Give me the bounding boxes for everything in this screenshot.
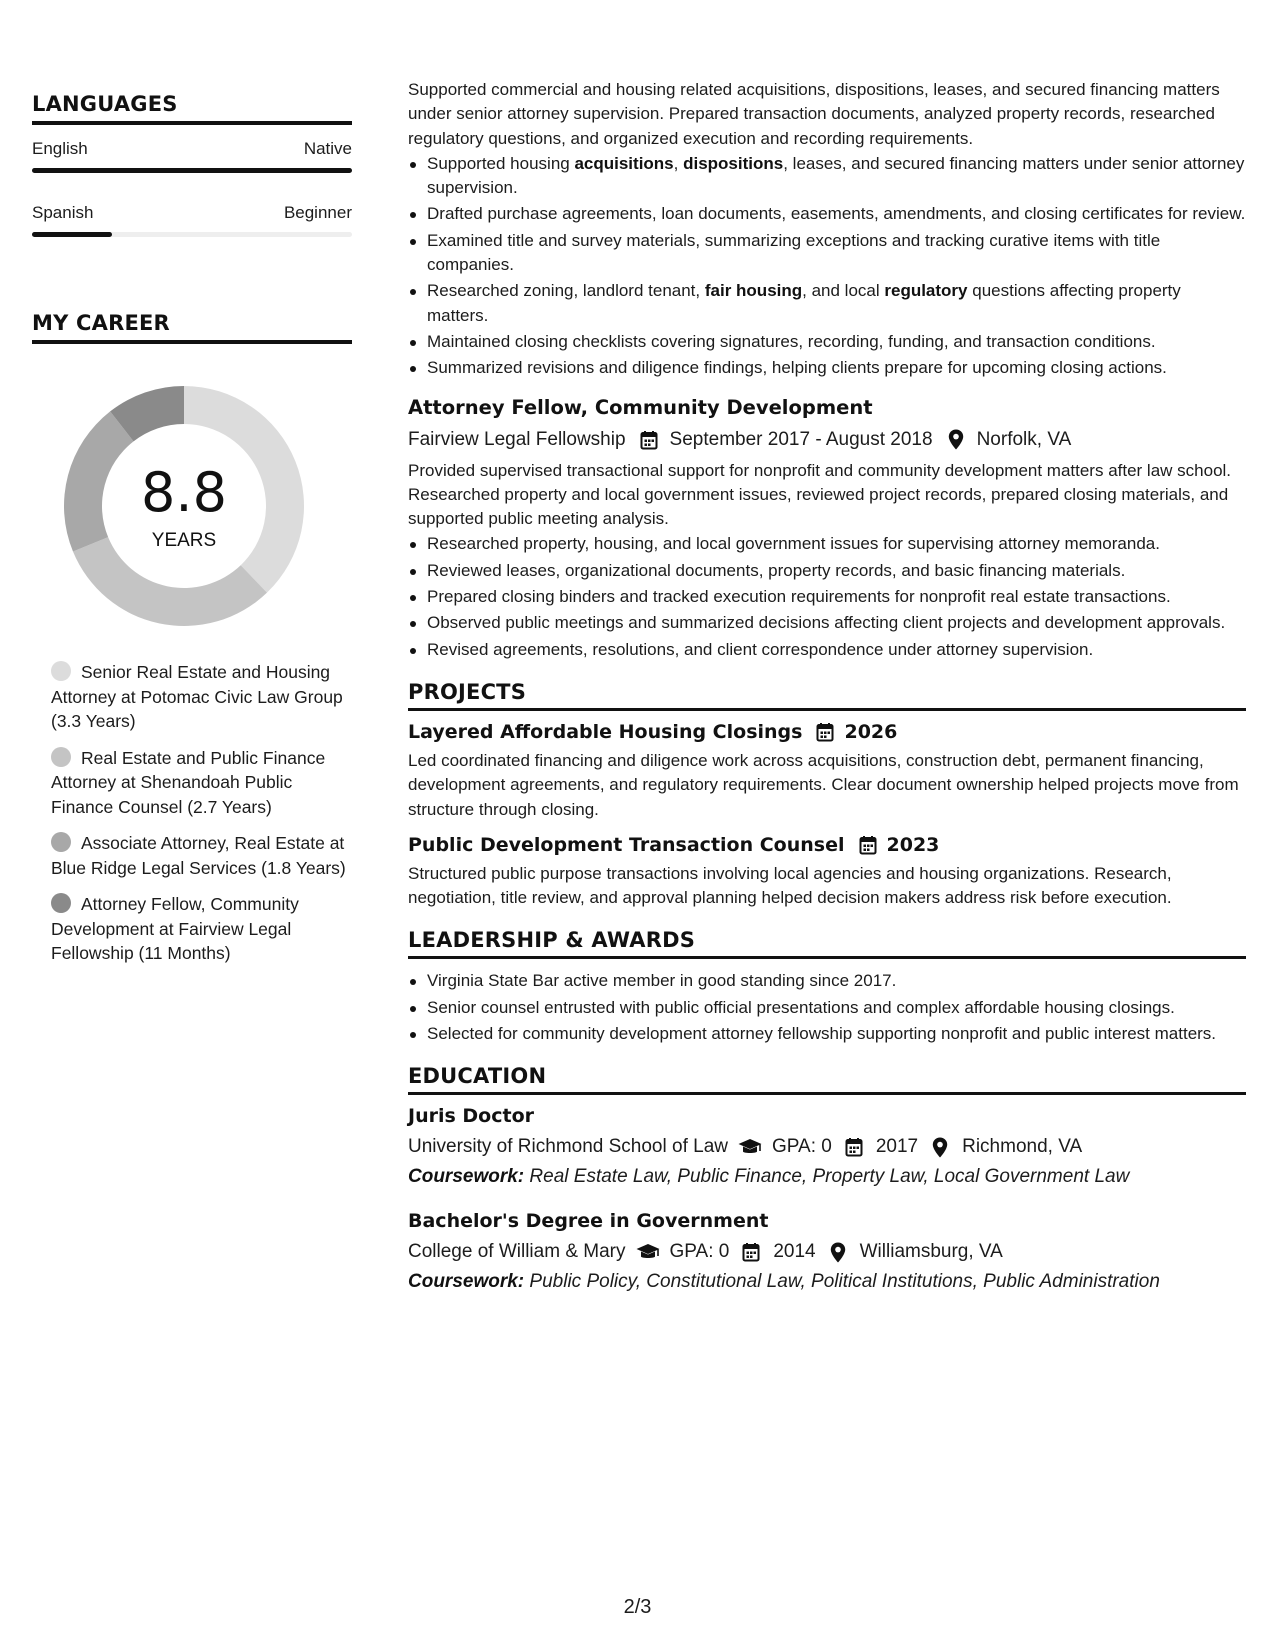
project-description: Structured public purpose transactions involving local agencies and housing organizations. Research, negotiation, title review, and approval planning helped decision makers address risk before execution.: [408, 863, 1172, 908]
bullet-item: Researched zoning, landlord tenant, fair housing, and local regulatory questions affecting property matters.: [408, 279, 1246, 328]
bullet-item: Summarized revisions and diligence findings, helping clients prepare for upcoming closing actions.: [408, 356, 1246, 380]
languages-heading: LANGUAGES: [32, 92, 352, 125]
school-name: University of Richmond School of Law: [408, 1136, 728, 1158]
graduation-cap-icon: [738, 1136, 762, 1158]
degree-title: Juris Doctor: [408, 1105, 534, 1128]
project-title: Layered Affordable Housing Closings: [408, 720, 803, 743]
career-legend-label: Attorney Fellow, Community Development at Fairview Legal Fellowship (11 Months): [51, 894, 299, 963]
language-item: [32, 139, 352, 173]
graduation-cap-icon: [636, 1241, 660, 1263]
bullet-item: Virginia State Bar active member in good standing since 2017.: [408, 969, 1246, 993]
coursework-list: Public Policy, Constitutional Law, Political Institutions, Public Administration: [529, 1271, 1160, 1293]
calendar-icon: [739, 1241, 763, 1263]
project-item: [408, 834, 1246, 911]
project-year: 2026: [844, 720, 898, 743]
project-title-row: [408, 721, 1246, 743]
language-name: English: [32, 139, 88, 158]
career-heading: MY CAREER: [32, 311, 352, 344]
languages-section: [32, 92, 352, 237]
coursework: [408, 1166, 1246, 1188]
career-legend: [32, 660, 352, 966]
location-pin-icon: [945, 429, 967, 451]
job-title: Attorney Fellow, Community Development: [408, 395, 873, 419]
job-summary: Supported commercial and housing related acquisitions, dispositions, leases, and secured financing matters under senior attorney supervision. Prepared transaction documents, analyzed property records, researched regulatory questions, and organized execution and recording requirements.: [408, 80, 1220, 148]
bullet-item: Observed public meetings and summarized decisions affecting client projects and development approvals.: [408, 611, 1246, 635]
legend-dot: [51, 893, 71, 913]
career-legend-item: [51, 660, 352, 734]
job-location: Norfolk, VA: [976, 428, 1072, 450]
job-entry: [408, 396, 1246, 662]
job-company: Fairview Legal Fellowship: [408, 428, 626, 450]
coursework: [408, 1271, 1246, 1293]
project-title: Public Development Transaction Counsel: [408, 833, 845, 856]
career-total-number: 8.8: [141, 461, 227, 524]
school-name: College of William & Mary: [408, 1241, 626, 1263]
location-pin-icon: [826, 1241, 850, 1263]
calendar-icon: [842, 1136, 866, 1158]
main-content: [408, 78, 1246, 1303]
language-proficiency-bar: [32, 232, 352, 237]
career-legend-item: [51, 746, 352, 820]
career-legend-label: Associate Attorney, Real Estate at Blue Ridge Legal Services (1.8 Years): [51, 833, 346, 878]
language-name: Spanish: [32, 203, 94, 222]
project-year: 2023: [886, 833, 940, 856]
gpa: GPA: 0: [669, 1241, 730, 1263]
legend-dot: [51, 832, 71, 852]
project-item: [408, 721, 1246, 822]
projects-section: [408, 680, 1246, 910]
job-dates: September 2017 - August 2018: [669, 428, 933, 450]
education-item: [408, 1210, 1246, 1293]
job-bullet-list: [408, 532, 1246, 661]
calendar-icon: [857, 834, 879, 856]
job-summary: Provided supervised transactional support for nonprofit and community development matters after law school. Researched property and local government issues, reviewed project records, prepared closing materials, and supported public meeting analysis.: [408, 460, 1232, 529]
school-location: Richmond, VA: [962, 1136, 1083, 1158]
career-legend-item: [51, 831, 352, 880]
coursework-list: Real Estate Law, Public Finance, Property Law, Local Government Law: [529, 1166, 1130, 1188]
sidebar: [32, 92, 352, 978]
career-donut-chart: [64, 386, 304, 626]
coursework-label: Coursework:: [408, 1271, 525, 1293]
bullet-item: Reviewed leases, organizational documents, property records, and basic financing materials.: [408, 559, 1246, 583]
language-level: Native: [303, 139, 352, 158]
coursework-label: Coursework:: [408, 1166, 525, 1188]
project-description: Led coordinated financing and diligence work across acquisitions, construction debt, permanent financing, development agreements, and regulatory requirements. Clear document ownership helped projects move from structure through closing.: [408, 750, 1239, 819]
calendar-icon: [638, 429, 660, 451]
graduation-year: 2017: [875, 1136, 919, 1158]
legend-dot: [51, 747, 71, 767]
career-section: [32, 311, 352, 966]
location-pin-icon: [928, 1136, 952, 1158]
language-proficiency-fill: [32, 232, 112, 237]
page-number: 2/3: [623, 1596, 652, 1618]
graduation-year: 2014: [773, 1241, 816, 1263]
job-meta: [408, 429, 1246, 451]
bullet-item: Researched property, housing, and local government issues for supervising attorney memoranda.: [408, 532, 1246, 556]
language-proficiency-fill: [32, 168, 352, 173]
bullet-item: Maintained closing checklists covering signatures, recording, funding, and transaction conditions.: [408, 330, 1246, 354]
bullet-item: Drafted purchase agreements, loan documents, easements, amendments, and closing certificates for review.: [408, 202, 1246, 226]
bullet-item: Prepared closing binders and tracked execution requirements for nonprofit real estate transactions.: [408, 585, 1246, 609]
career-legend-label: Senior Real Estate and Housing Attorney at Potomac Civic Law Group (3.3 Years): [51, 662, 343, 731]
education-heading: EDUCATION: [408, 1064, 1246, 1095]
leadership-section: [408, 928, 1246, 1046]
education-item: [408, 1105, 1246, 1188]
projects-heading: PROJECTS: [408, 680, 1246, 711]
leadership-heading: LEADERSHIP & AWARDS: [408, 928, 1246, 959]
bullet-item: Supported housing acquisitions, dispositions, leases, and secured financing matters under senior attorney supervision.: [408, 152, 1246, 201]
education-meta: [408, 1136, 1246, 1158]
degree-title: Bachelor's Degree in Government: [408, 1210, 769, 1233]
project-title-row: [408, 834, 1246, 856]
bullet-item: Revised agreements, resolutions, and client correspondence under attorney supervision.: [408, 638, 1246, 662]
bullet-item: Selected for community development attorney fellowship supporting nonprofit and public interest matters.: [408, 1022, 1246, 1046]
education-section: [408, 1064, 1246, 1293]
school-location: Williamsburg, VA: [859, 1241, 1003, 1263]
bullet-item: Examined title and survey materials, summarizing exceptions and tracking curative items with title companies.: [408, 229, 1246, 278]
leadership-bullet-list: [408, 969, 1246, 1046]
career-legend-label: Real Estate and Public Finance Attorney at Shenandoah Public Finance Counsel (2.7 Years): [51, 747, 326, 817]
gpa: GPA: 0: [771, 1136, 832, 1158]
previous-job-entry: [408, 78, 1246, 381]
bullet-item: Senior counsel entrusted with public official presentations and complex affordable housing closings.: [408, 996, 1246, 1020]
career-legend-item: [51, 892, 352, 966]
legend-dot: [51, 661, 71, 681]
education-meta: [408, 1241, 1246, 1263]
language-proficiency-bar: [32, 168, 352, 173]
language-level: Beginner: [283, 203, 352, 222]
calendar-icon: [814, 721, 836, 743]
job-bullet-list: [408, 152, 1246, 381]
career-total-unit: YEARS: [151, 530, 217, 551]
language-item: [32, 203, 352, 237]
